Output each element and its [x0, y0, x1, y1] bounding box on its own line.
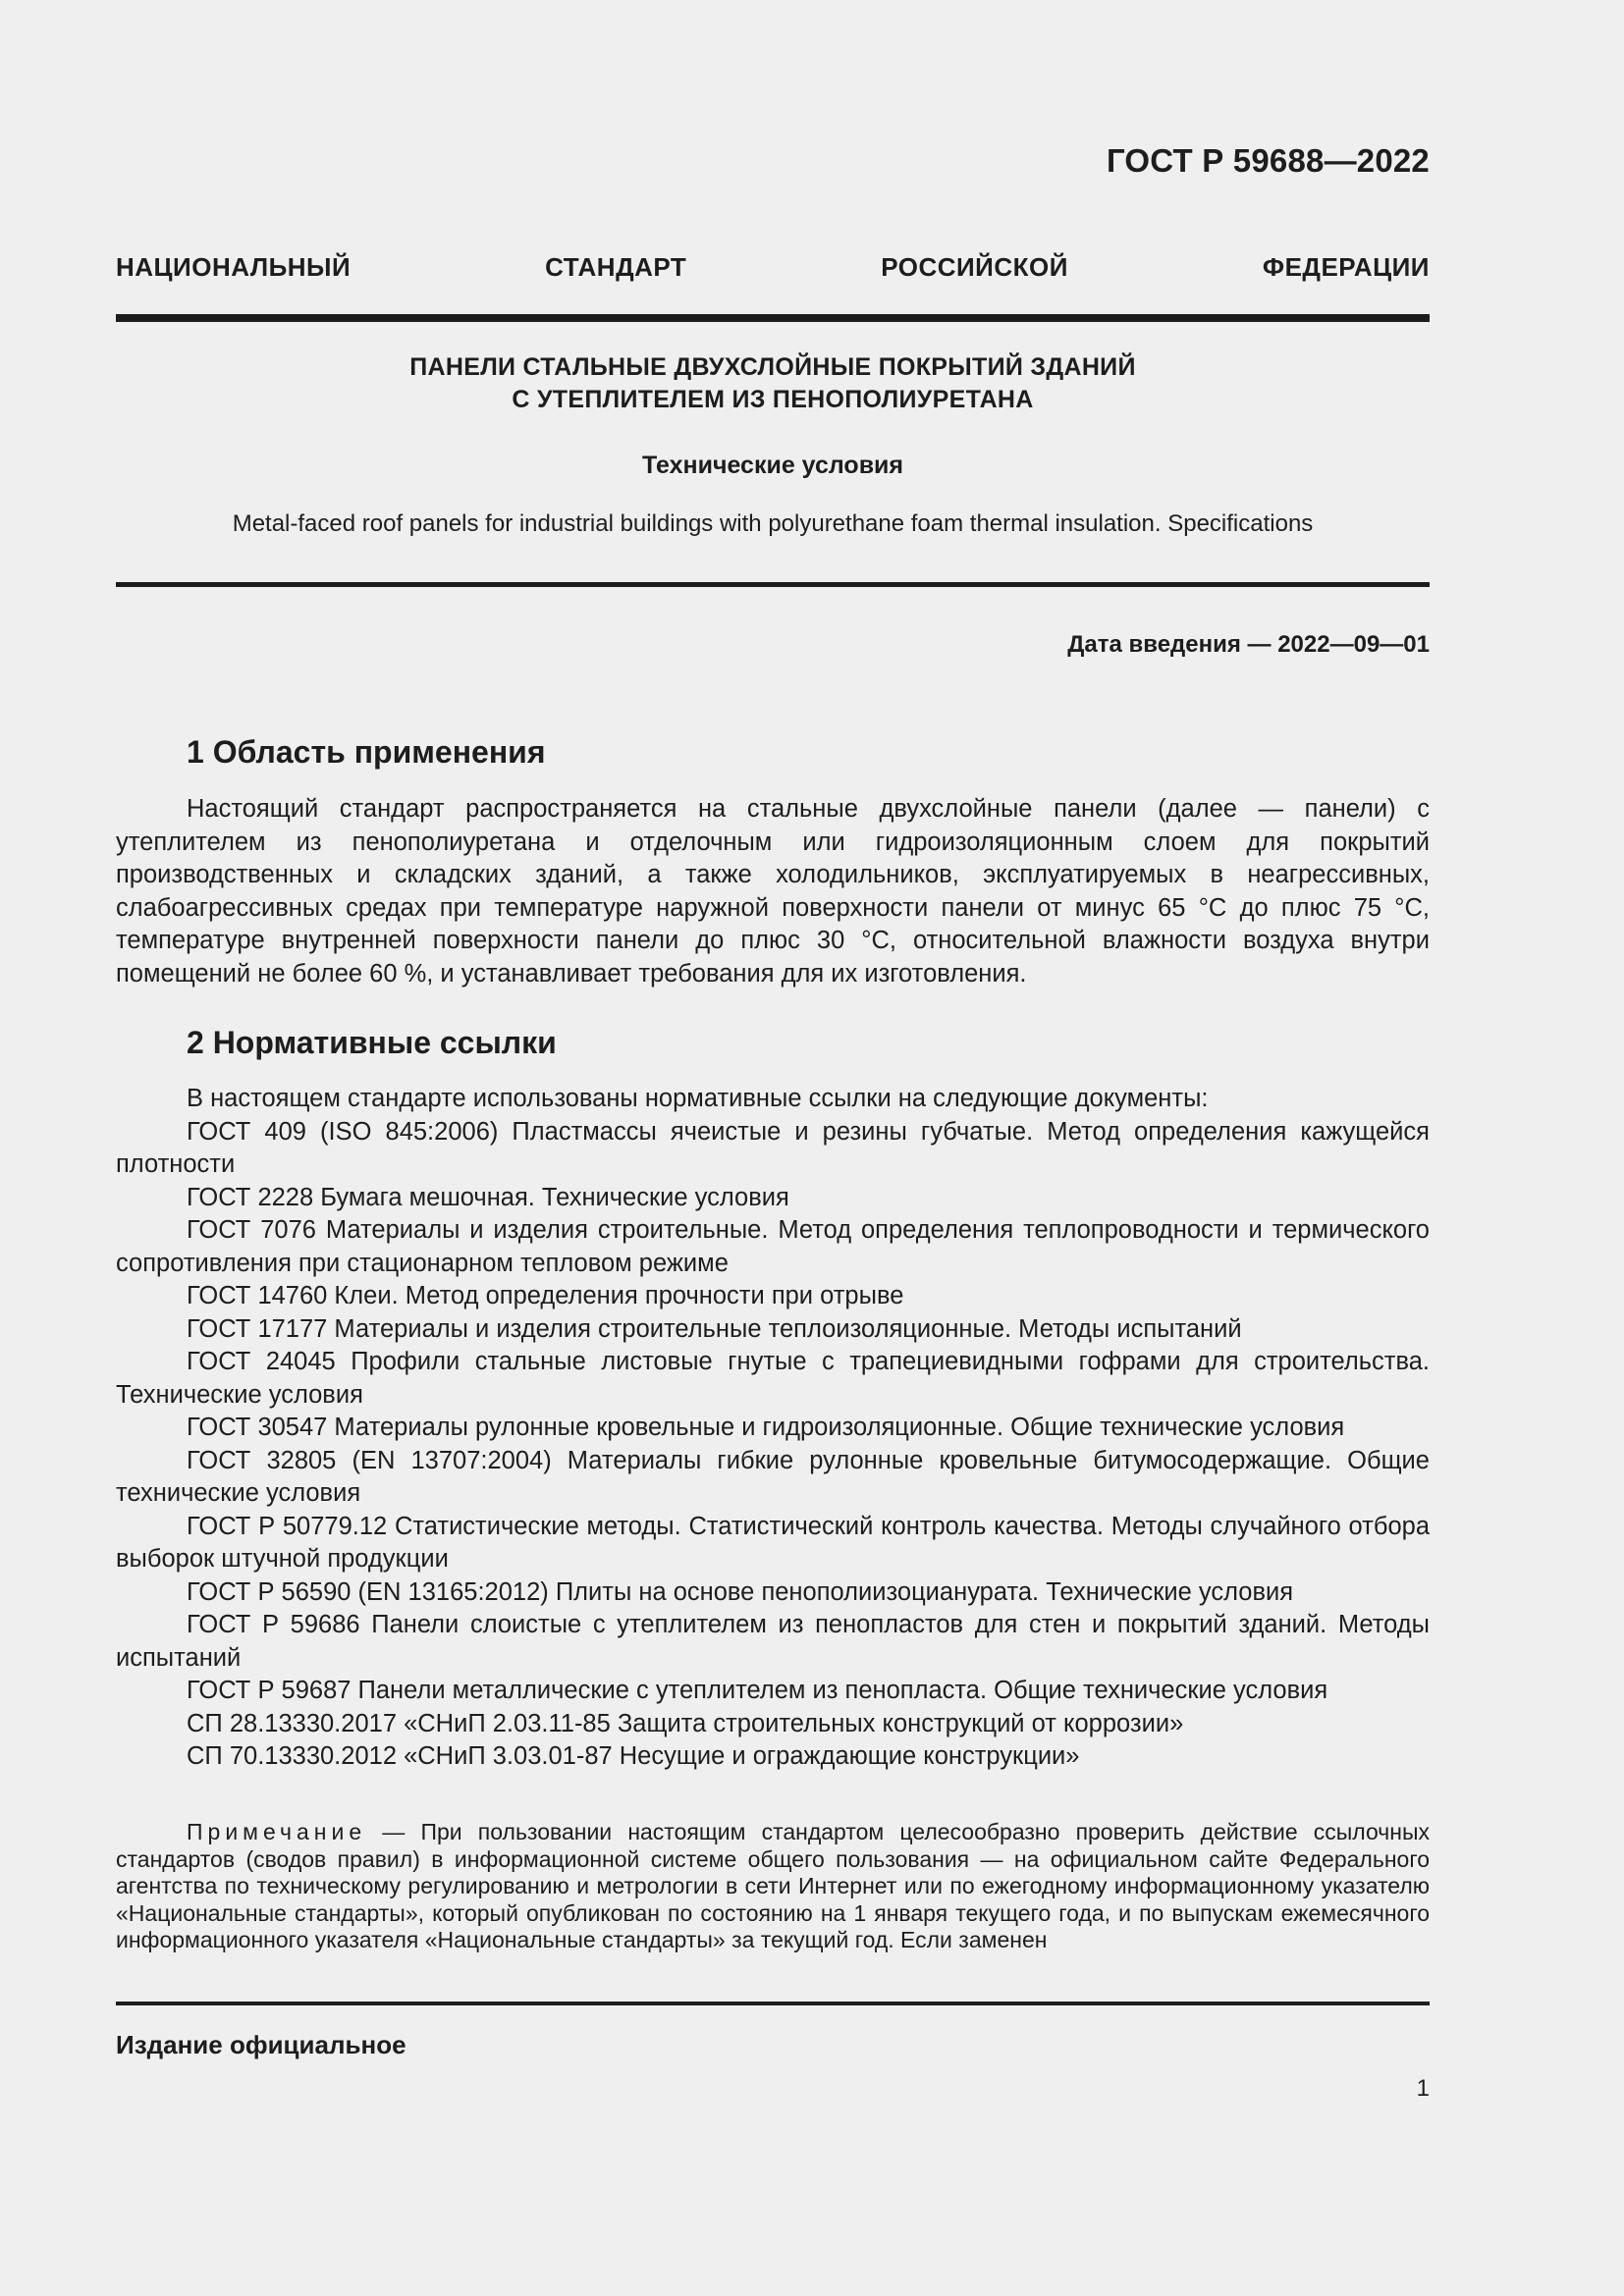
reference-item: ГОСТ 2228 Бумага мешочная. Технические условия	[187, 1183, 789, 1211]
normative-references	[116, 1083, 1430, 1774]
note-label: Примечание	[187, 1819, 367, 1844]
note-text: — При пользовании настоящим стандартом целесообразно проверить действие ссылочных стандартов (сводов правил) в информационной системе общего пользования — на официальном сайте Федерального агентства по техническому регулированию и метрологии в сети Интернет или по ежегодному информационному указателю «Национальные стандарты», который опубликован по состоянию на 1 января текущего года, и по выпускам ежемесячного информационного указателя «Национальные стандарты» за текущий год. Если заменен	[116, 1819, 1430, 1952]
note-block	[116, 1819, 1430, 1954]
reference-item: ГОСТ Р 59687 Панели металлические с утеплителем из пенопласта. Общие технические условия	[187, 1677, 1328, 1704]
reference-item: ГОСТ Р 56590 (EN 13165:2012) Плиты на основе пенополиизоцианурата. Технические условия	[187, 1577, 1294, 1606]
title-line-1: ПАНЕЛИ СТАЛЬНЫЕ ДВУХСЛОЙНЫЕ ПОКРЫТИЙ ЗДАНИЙ	[409, 353, 1136, 381]
reference-item: ГОСТ 14760 Клеи. Метод определения прочности при отрыве	[187, 1282, 904, 1309]
reference-item: ГОСТ Р 50779.12 Статистические методы. Статистический контроль качества. Методы случайного отбора выборок штучной продукции	[116, 1512, 1430, 1573]
english-title: Metal-faced roof panels for industrial buildings with polyurethane foam thermal insulation. Specifications	[232, 510, 1314, 537]
reference-item: ГОСТ 7076 Материалы и изделия строительные. Метод определения теплопроводности и термического сопротивления при стационарном тепловом режиме	[116, 1216, 1430, 1277]
title-line-2: С УТЕПЛИТЕЛЕМ ИЗ ПЕНОПОЛИУРЕТАНА	[512, 386, 1034, 413]
section-1-paragraph: Настоящий стандарт распространяется на стальные двухслойные панели (далее — панели) с утеплителем из пенополиуретана и отделочным или гидроизоляционным слоем для покрытий производственных и складских зданий, а также холодильников, эксплуатируемых в неагрессивных, слабоагрессивных средах при температуре наружной поверхности панели от минус 65 °С до плюс 75 °С, температуре внутренней поверхности панели до плюс 30 °С, относительной влажности воздуха внутри помещений не более 60 %, и устанавливает требования для их изготовления.	[116, 795, 1430, 988]
reference-item: СП 70.13330.2012 «СНиП 3.03.01-87 Несущие и ограждающие конструкции»	[187, 1742, 1080, 1770]
reference-item: СП 28.13330.2017 «СНиП 2.03.11-85 Защита строительных конструкций от коррозии»	[187, 1709, 1184, 1737]
note-paragraph	[116, 1819, 1430, 1954]
reference-item: ГОСТ 24045 Профили стальные листовые гнутые с трапециевидными гофрами для строительства. Технические условия	[116, 1348, 1430, 1409]
references-intro: В настоящем стандарте использованы нормативные ссылки на следующие документы:	[187, 1085, 1209, 1112]
reference-item: ГОСТ 17177 Материалы и изделия строительные теплоизоляционные. Методы испытаний	[187, 1314, 1242, 1343]
date-of-introduction: Дата введения — 2022—09—01	[1067, 631, 1430, 658]
section-1-body	[116, 793, 1430, 990]
section-1-heading: 1 Область применения	[187, 734, 546, 770]
document-subtitle: Технические условия	[641, 452, 904, 479]
footer-rule	[116, 2002, 1430, 2005]
reference-item: ГОСТ 30547 Материалы рулонные кровельные и гидроизоляционные. Общие технические условия	[187, 1414, 1345, 1441]
national-standard-banner: НАЦИОНАЛЬНЫЙ СТАНДАРТ РОССИЙСКОЙ ФЕДЕРАЦИИ	[116, 252, 1430, 282]
reference-item: ГОСТ 409 (ISO 845:2006) Пластмассы ячеистые и резины губчатые. Метод определения кажущейся плотности	[116, 1117, 1430, 1178]
header-rule	[116, 314, 1430, 322]
official-edition-label: Издание официальное	[116, 2030, 406, 2059]
gost-number: ГОСТ Р 59688—2022	[1106, 142, 1430, 179]
reference-item: ГОСТ Р 59686 Панели слоистые с утеплителем из пенопластов для стен и покрытий зданий. Методы испытаний	[116, 1611, 1430, 1672]
document-title	[116, 351, 1430, 416]
section-2-heading: 2 Нормативные ссылки	[187, 1025, 557, 1060]
title-rule	[116, 582, 1430, 587]
reference-item: ГОСТ 32805 (EN 13707:2004) Материалы гибкие рулонные кровельные битумосодержащие. Общие технические условия	[116, 1446, 1430, 1507]
page-number: 1	[1416, 2075, 1430, 2102]
